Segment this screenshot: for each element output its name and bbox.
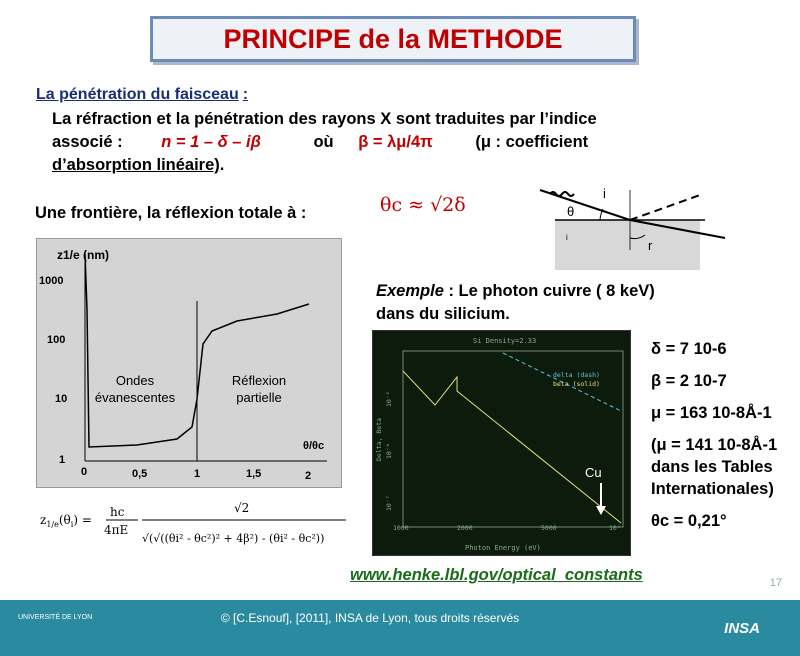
henke-xlabel: Photon Energy (eV) [465, 544, 541, 552]
para-line-2 [52, 131, 732, 154]
formula-denominator: √(√((θi² - θc²)² + 4β²) - (θi² - θc²)) [142, 532, 325, 545]
delta-line [503, 353, 621, 411]
reflection-diagram [500, 180, 740, 280]
label-theta: θ [567, 204, 575, 219]
page-title: PRINCIPE de la METHODE [223, 23, 563, 54]
henke-xtick-1e4: 10⁴ [609, 524, 621, 532]
henke-legend-delta: delta (dash) [553, 371, 600, 379]
formula-sqrt2: √2 [234, 501, 250, 515]
example-body: : Le photon cuivre ( 8 keV) dans du silicium. [376, 282, 655, 323]
graph-xlabel: θ/θc [303, 440, 325, 452]
henke-header: Si Density=2.33 [473, 337, 537, 345]
henke-legend-beta: beta (solid) [553, 380, 600, 388]
section-title [36, 86, 248, 104]
formula-4piE: 4πE [104, 523, 129, 537]
henke-xtick-5000: 5000 [541, 524, 557, 532]
reflected-ray [630, 195, 700, 220]
insa-logo: INSA [724, 620, 760, 637]
region-right-label: Réflexion partielle [231, 373, 287, 405]
copyright-text: © [C.Esnouf], [2011], INSA de Lyon, tous droits réservés [220, 611, 520, 625]
section-title-text: La pénétration du faisceau [36, 86, 239, 103]
graph-ylabel: z1/e (nm) [57, 248, 110, 262]
para-line-1: La réfraction et la pénétration des rayons X sont traduites par l’indice [52, 110, 597, 128]
henke-ytick-1e-6: 10⁻⁶ [385, 443, 393, 459]
xtick-0-5: 0,5 [132, 468, 148, 480]
henke-xtick-1000: 1000 [393, 524, 409, 532]
value-beta: β = 2 10-7 [651, 372, 727, 390]
depth-formula [38, 494, 348, 550]
para-line3-end: . [219, 156, 225, 174]
depth-formula-svg [38, 494, 348, 550]
label-r: r [648, 238, 653, 253]
henke-ytick-1e-7: 10⁻⁷ [385, 495, 393, 511]
henke-ytick-1e-5: 10⁻⁵ [385, 391, 393, 407]
henke-plot-svg [373, 331, 632, 557]
value-mu-tables: (μ = 141 10-8Å-1 dans les Tables Internationales) [651, 436, 778, 498]
constants-list [651, 338, 800, 542]
footer-bar [0, 600, 800, 656]
medium-block [555, 220, 700, 270]
cu-arrow-icon [596, 506, 606, 515]
henke-plot-image [372, 330, 631, 556]
section-title-colon: : [242, 86, 249, 103]
ytick-1000: 1000 [39, 275, 64, 287]
penetration-graph [36, 238, 342, 488]
example-text [376, 280, 676, 326]
formula-hc: hc [110, 505, 125, 519]
theta-c-formula: θc ≈ √2δ [380, 194, 466, 216]
henke-xtick-2000: 2000 [457, 524, 473, 532]
label-i-small: i [566, 233, 568, 242]
xtick-0: 0 [81, 466, 88, 478]
beta-line [403, 371, 621, 523]
henke-ylabel: Delta, Beta [375, 417, 383, 461]
ytick-100: 100 [47, 334, 66, 346]
example-label: Exemple [376, 282, 444, 300]
xtick-1-5: 1,5 [246, 468, 262, 480]
value-theta-c: θc = 0,21° [651, 512, 727, 530]
xtick-2: 2 [305, 470, 312, 482]
para-line-3 [52, 154, 732, 177]
value-delta: δ = 7 10-6 [651, 340, 727, 358]
mu-note: (μ : coefficient [475, 133, 589, 151]
para-prefix: associé : [52, 133, 123, 151]
value-mu: μ = 163 10-8Å-1 [651, 404, 772, 422]
title-box [150, 16, 636, 62]
ou-word: où [313, 133, 334, 151]
cu-label: Cu [585, 465, 602, 480]
ytick-10: 10 [55, 393, 68, 405]
formula-lhs: $z_{1/e}(\theta_i)$ = [40, 513, 92, 529]
n-formula: n = 1 – δ – iβ [161, 133, 261, 151]
penetration-graph-svg [37, 239, 343, 489]
refraction-paragraph [52, 108, 732, 177]
universite-lyon-logo: UNIVERSITÉ DE LYON [18, 614, 93, 621]
incident-ray [540, 190, 630, 220]
label-i: i [603, 186, 606, 201]
region-left-label: Ondes évanescentes [94, 373, 176, 405]
frontier-text: Une frontière, la réflexion totale à : [35, 204, 307, 222]
xtick-1: 1 [194, 468, 201, 480]
henke-link[interactable]: www.henke.lbl.gov/optical_constants [350, 566, 643, 584]
para-line3-text: d’absorption linéaire) [52, 156, 220, 174]
ytick-1: 1 [59, 454, 66, 466]
page-number: 17 [769, 577, 782, 589]
beta-formula: β = λμ/4π [358, 133, 433, 151]
